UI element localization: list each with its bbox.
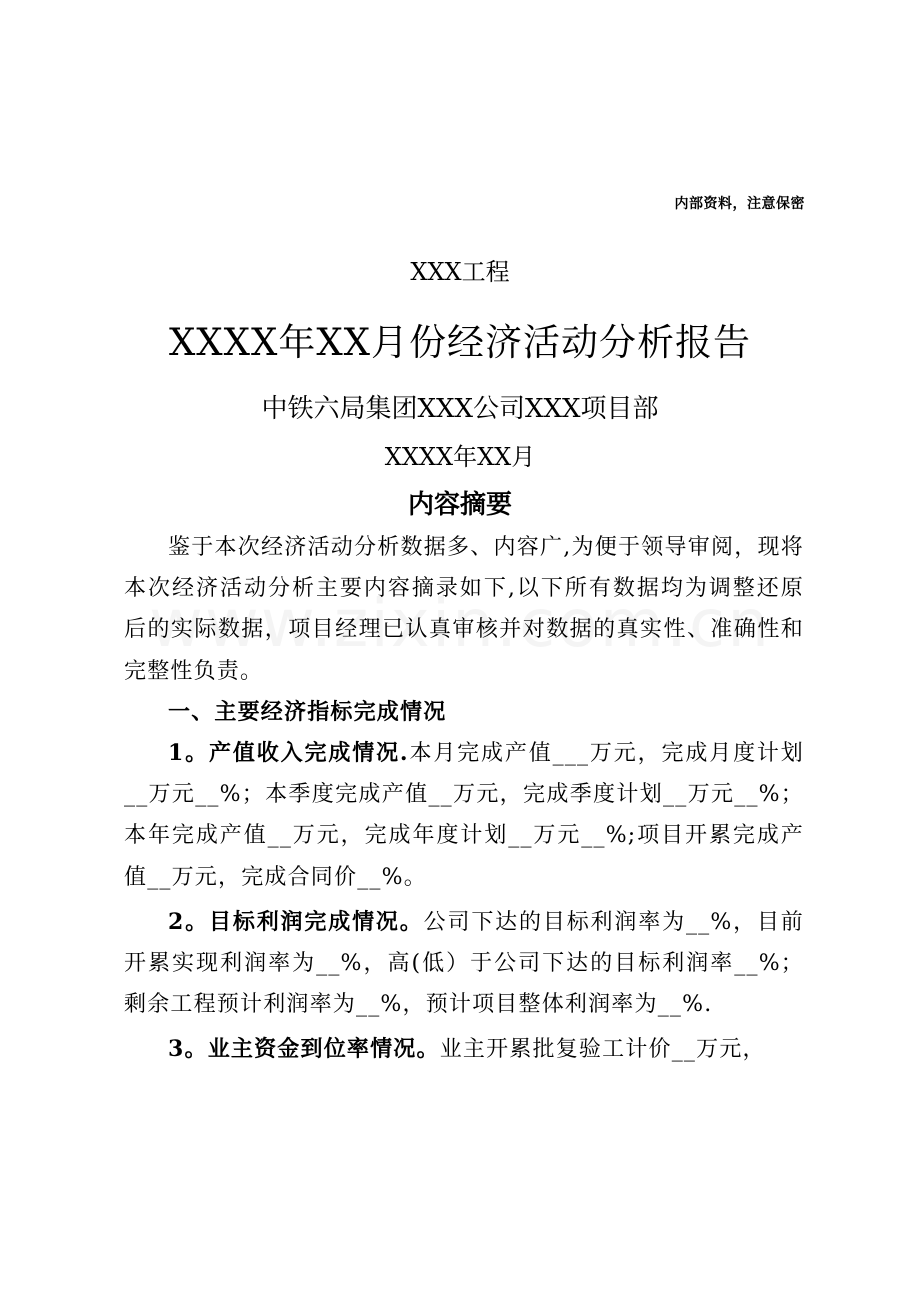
organization: 中铁六局集团XXX公司XXX项目部 bbox=[261, 394, 659, 424]
confidential-note: 内部资料，注意保密 bbox=[674, 196, 805, 212]
item-3-text: 业主开累批复验工计价__万元， bbox=[439, 1037, 766, 1063]
item-2-paragraph bbox=[124, 902, 804, 1026]
item-1-text: 本月完成产值___万元，完成月度计划__万元__%；本季度完成产值__万元，完成季度计划__万元__%；本年完成产值__万元，完成年度计划__万元__%;项目开累完成产值__万元，完成合同价__%。 bbox=[124, 741, 804, 890]
item-1-heading: 1。产值收入完成情况. bbox=[168, 740, 409, 767]
item-1-paragraph bbox=[124, 733, 804, 898]
item-2-heading: 2。目标利润完成情况。 bbox=[168, 908, 424, 935]
document-body bbox=[124, 527, 804, 1071]
report-title: XXXX年XX月份经济活动分析报告 bbox=[168, 321, 752, 364]
project-name: XXX工程 bbox=[410, 258, 510, 286]
section-heading: 一、主要经济指标完成情况 bbox=[168, 698, 447, 725]
item-2-text: 公司下达的目标利润率为__%，目前开累实现利润率为__%，高(低）于公司下达的目标利润率__%；剩余工程预计利润率为__%，预计项目整体利润率为__%. bbox=[124, 909, 804, 1018]
abstract-heading: 内容摘要 bbox=[407, 490, 512, 520]
intro-paragraph: 鉴于本次经济活动分析数据多、内容广,为便于领导审阅，现将本次经济活动分析主要内容摘录如下,以下所有数据均为调整还原后的实际数据，项目经理已认真审核并对数据的真实性、准确性和完整性负责。 bbox=[124, 535, 804, 684]
item-3-paragraph bbox=[124, 1029, 804, 1070]
item-3-heading: 3。业主资金到位率情况。 bbox=[168, 1036, 440, 1063]
report-date: XXXX年XX月 bbox=[384, 443, 536, 471]
